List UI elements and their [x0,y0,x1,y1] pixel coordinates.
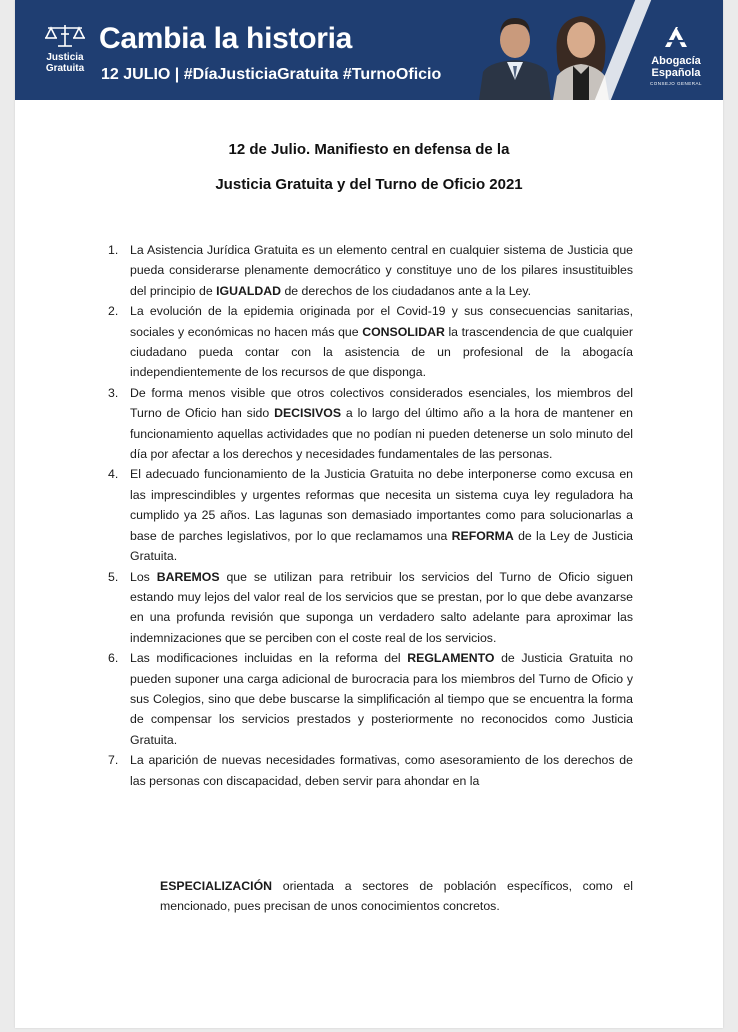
document-title-line-2: Justicia Gratuita y del Turno de Oficio 2021 [215,176,523,193]
campaign-banner [15,0,723,100]
item-keyword: REFORMA [451,528,514,543]
item-text-end: a lo largo del último año a la hora de mantener en funcionamiento aquellas actividades que no podían ni pueden detenerse un solo minuto del día por afectar a los derechos y necesidades fundamentales de las personas. [130,406,633,462]
manifesto-item [108,567,633,649]
scales-of-justice-icon [43,22,87,48]
item-number: 3. [108,385,119,400]
item-text: De forma menos visible que otros colectivos considerados esenciales, los miembros del Turno de Oficio han sido [130,385,633,421]
item-number: 6. [108,651,119,666]
manifesto-item [108,301,633,383]
item-text-end: de Justicia Gratuita no pueden suponer una carga adicional de burocracia para los miembros del Turno de Oficio y sus Colegios, sino que debe buscarse la simplificación al tiempo que se encuentra la forma de compensar los servicios prestados y posteriormente no reconocidos como Justicia Gratuita. [130,651,633,747]
justicia-gratuita-logo-text: Justicia Gratuita [45,52,85,74]
abogacia-espanola-name: Abogacía Española [651,55,701,79]
abogacia-emblem-icon [663,26,689,48]
manifesto-item [108,240,633,301]
item-number: 1. [108,243,119,257]
banner-title: Cambia la historia [99,22,353,55]
item-number: 4. [108,467,119,482]
manifesto-list [108,240,634,791]
item-text-end: de la Ley de Justicia Gratuita. [130,528,634,564]
item-keyword: BAREMOS [156,569,220,584]
manifesto-item [108,383,633,465]
item-text: Las modificaciones incluidas en la reforma del [130,651,408,666]
item-keyword: CONSOLIDAR [362,324,445,339]
item-text-end: de derechos de los ciudadanos ante a la Ley. [281,283,532,298]
manifesto-item [108,648,633,750]
item-7-continuation [160,876,633,917]
item-text: Los [130,569,157,584]
item-text-end: que se utilizan para retribuir los servicios del Turno de Oficio siguen estando muy lejos del valor real de los servicios que se prestan, por lo que debe avanzarse en una profunda revisión que suponga un verdadero salto adelante para aproximar las indemnizaciones que se perciben con el coste real de los servicios. [130,569,633,645]
item-keyword: REGLAMENTO [407,651,495,666]
item-text-end: la trascendencia de que cualquier ciudadano pueda contar con la asistencia de un profesional de la abogacía independientemente de los recursos de que disponga. [130,324,633,380]
document-title-line-1: 12 de Julio. Manifiesto en defensa de la [228,141,510,158]
item-keyword: IGUALDAD [216,283,282,298]
banner-subtitle: 12 JULIO | #DíaJusticiaGratuita #TurnoOficio [101,66,442,83]
item-text-end: orientada a sectores de población específicos, como el mencionado, pues precisan de unos conocimientos concretos. [160,879,633,914]
item-keyword: DECISIVOS [274,406,342,421]
manifesto-item [108,464,634,566]
item-text: La aparición de nuevas necesidades formativas, como asesoramiento de los derechos de las personas con discapacidad, deben servir para ahondar en la [130,753,633,788]
item-text: La Asistencia Jurídica Gratuita es un elemento central en cualquier sistema de Justicia que pueda considerarse plenamente democrático y constituye uno de los pilares insustituibles del principio de [130,243,633,298]
abogacia-espanola-logo [631,26,721,86]
manifesto-item [108,750,633,791]
item-text: La evolución de la epidemia originada por el Covid-19 y sus consecuencias sanitarias, sociales y económicas no hacen más que [130,304,633,339]
item-number: 7. [108,753,119,768]
item-number: 2. [108,304,119,319]
document-page [15,0,723,1028]
item-keyword: ESPECIALIZACIÓN [160,879,273,893]
justicia-gratuita-logo [39,22,91,74]
item-text: El adecuado funcionamiento de la Justicia Gratuita no debe interponerse como excusa en las imprescindibles y urgentes reformas que necesita un sistema cuya ley reguladora ha cumplido ya 25 años. Las lagunas son demasiado importantes como para solucionarlas a base de parches legislativos, por lo que reclamamos una [130,467,633,543]
item-number: 5. [108,569,119,584]
abogacia-espanola-subtitle: CONSEJO GENERAL [649,81,702,86]
